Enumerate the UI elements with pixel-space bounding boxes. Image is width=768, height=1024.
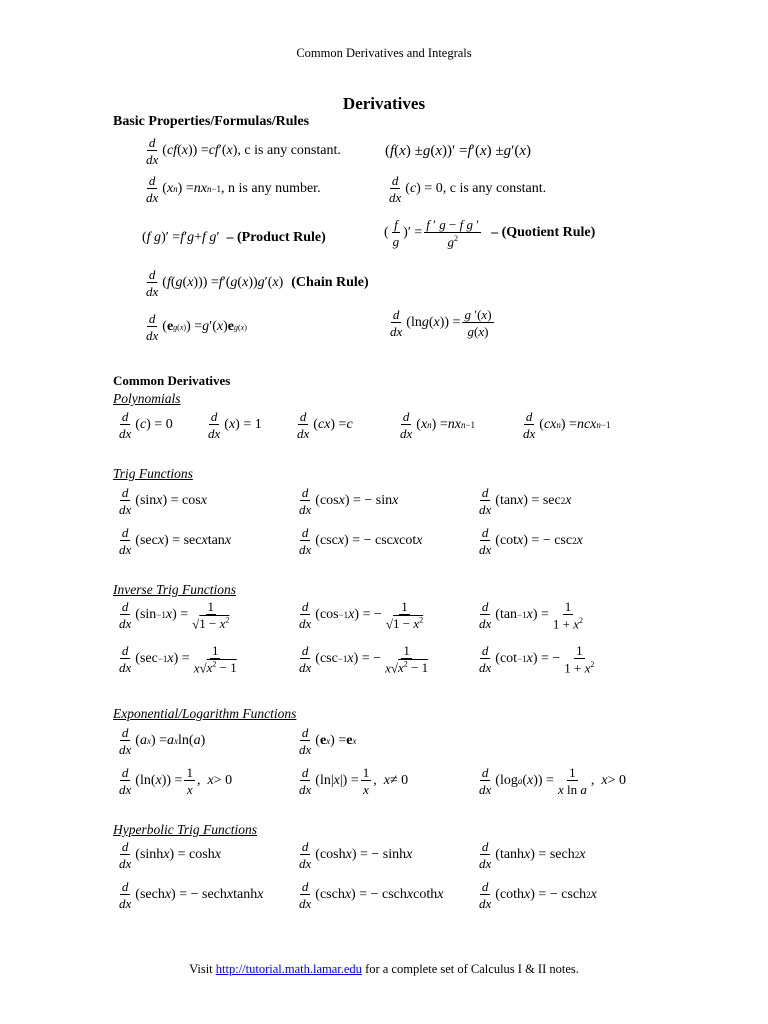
formula-quotient-rule: ( $\frac{f}{g}$ )′ = $\frac{\text{f ′ g − f g ′}}{g^2}$ – (Quotient Rule) [384, 217, 596, 250]
section-common-heading: Common Derivatives [113, 373, 231, 388]
subsection-hyperbolic: Hyperbolic Trig Functions [113, 822, 257, 837]
page-header: Common Derivatives and Integrals [296, 46, 472, 60]
formula-d-tanh: $\frac{d}{dx}$ (tanh x ) = sech 2 x [479, 839, 586, 871]
formula-d-cx: $\frac{d}{dx}$ ( cx ) = c [297, 409, 353, 441]
subsection-exp-log: Exponential/Logarithm Functions [113, 706, 297, 721]
formula-d-arcsec: $\frac{d}{dx}$ (sec −1 x ) = $\frac{1}{x√x^2 - 1}$ [119, 643, 237, 676]
formula-d-sinh: $\frac{d}{dx}$ (sinh x ) = cosh x [119, 839, 221, 871]
formula-d-tan: $\frac{d}{dx}$ (tan x ) = sec 2 x [479, 485, 572, 517]
formula-d-cxn: $\frac{d}{dx}$ ( cx n ) = ncx n−1 [523, 409, 611, 441]
section-basic-heading: Basic Properties/Formulas/Rules [113, 114, 310, 129]
footer-prefix: Visit [189, 962, 216, 976]
formula-sum-rule: ( f ( x ) ± g ( x ))′ = f ′( x ) ± g ′( x ) [385, 143, 532, 159]
tutorial-link[interactable]: http://tutorial.math.lamar.edu [215, 962, 362, 976]
formula-log-chain: $\frac{d}{dx}$ (ln g ( x )) = $\frac{g '(x)}{g(x)}$ [390, 307, 492, 339]
footer-suffix: for a complete set of Calculus I & II notes. [361, 962, 579, 976]
label-quotient-rule: – (Quotient Rule) [491, 225, 596, 241]
page-footer [0, 962, 768, 977]
formula-d-arctan: $\frac{d}{dx}$ (tan −1 x ) = $\frac{1}{1 + x^2}$ [479, 599, 584, 632]
formula-d-sec: $\frac{d}{dx}$ (sec x ) = sec x tan x [119, 525, 232, 557]
formula-d-arccos: $\frac{d}{dx}$ (cos −1 x ) = − $\frac{1}{√1 - x^2}$ [299, 599, 424, 632]
note-n-any-number: , n is any number. [221, 181, 321, 196]
formula-exp-chain: $\frac{d}{dx}$ ( e g(x) ) = g ′( x ) e g(x) [146, 311, 247, 343]
formula-d-coth: $\frac{d}{dx}$ (coth x ) = − csch 2 x [479, 879, 597, 911]
formula-constant-rule: $\frac{d}{dx}$ ( c ) = 0 , c is any constant. [389, 173, 547, 205]
page-title: Derivatives [342, 94, 426, 113]
label-chain-rule: (Chain Rule) [291, 275, 369, 290]
formula-d-ex: $\frac{d}{dx}$ ( e x ) = e x [299, 725, 357, 757]
formula-d-arccsc: $\frac{d}{dx}$ (csc −1 x ) = − $\frac{1}{x√x^2 - 1}$ [299, 643, 429, 676]
formula-d-cosh: $\frac{d}{dx}$ (cosh x ) = − sinh x [299, 839, 413, 871]
formula-d-ax: $\frac{d}{dx}$ ( a x ) = a x ln( a ) [119, 725, 206, 757]
formula-power-rule: $\frac{d}{dx}$ ( x n ) = nx n−1 , n is any number. [146, 173, 321, 205]
formula-d-loga: $\frac{d}{dx}$ (log a ( x )) = $\frac{1}{\text{x ln a}}$ , x > 0 [479, 765, 626, 797]
formula-d-csch: $\frac{d}{dx}$ (csch x ) = − csch x coth x [299, 879, 444, 911]
formula-d-x: $\frac{d}{dx}$ ( x ) = 1 [208, 409, 262, 441]
formula-d-arccot: $\frac{d}{dx}$ (cot −1 x ) = − $\frac{1}{1 + x^2}$ [479, 643, 595, 676]
formula-chain-rule: $\frac{d}{dx}$ ( f ( g ( x ))) = f ′( g ( x )) g ′( x ) (Chain Rule) [146, 267, 369, 299]
note-c-constant: , c is any constant. [237, 143, 341, 158]
subsection-inverse-trig: Inverse Trig Functions [113, 582, 236, 597]
formula-product-rule: ( f g )′ = f ′ g + f g ′ – (Product Rule) [142, 230, 326, 245]
label-product-rule: – (Product Rule) [226, 230, 326, 245]
formula-d-xn: $\frac{d}{dx}$ ( x n ) = nx n−1 [400, 409, 476, 441]
formula-d-constant: $\frac{d}{dx}$ ( c ) = 0 [119, 409, 173, 441]
formula-d-sin: $\frac{d}{dx}$ (sin x ) = cos x [119, 485, 207, 517]
formula-constant-multiple: $\frac{d}{dx}$ ( cf ( x )) = cf ′( x ) , c is any constant. [146, 135, 341, 167]
formula-d-arcsin: $\frac{d}{dx}$ (sin −1 x ) = $\frac{1}{√1 - x^2}$ [119, 599, 230, 632]
formula-d-cos: $\frac{d}{dx}$ (cos x ) = − sin x [299, 485, 399, 517]
note-c-any-constant: , c is any constant. [442, 181, 547, 196]
formula-d-csc: $\frac{d}{dx}$ (csc x ) = − csc x cot x [299, 525, 423, 557]
formula-d-ln: $\frac{d}{dx}$ (ln( x )) = $\frac{1}{x}$ , x > 0 [119, 765, 233, 797]
formula-d-sech: $\frac{d}{dx}$ (sech x ) = − sech x tanh x [119, 879, 264, 911]
subsection-polynomials: Polynomials [113, 391, 181, 406]
formula-d-cot: $\frac{d}{dx}$ (cot x ) = − csc 2 x [479, 525, 583, 557]
formula-d-ln-abs: $\frac{d}{dx}$ (ln| x |) = $\frac{1}{x}$ , x ≠ 0 [299, 765, 409, 797]
subsection-trig: Trig Functions [113, 466, 193, 481]
